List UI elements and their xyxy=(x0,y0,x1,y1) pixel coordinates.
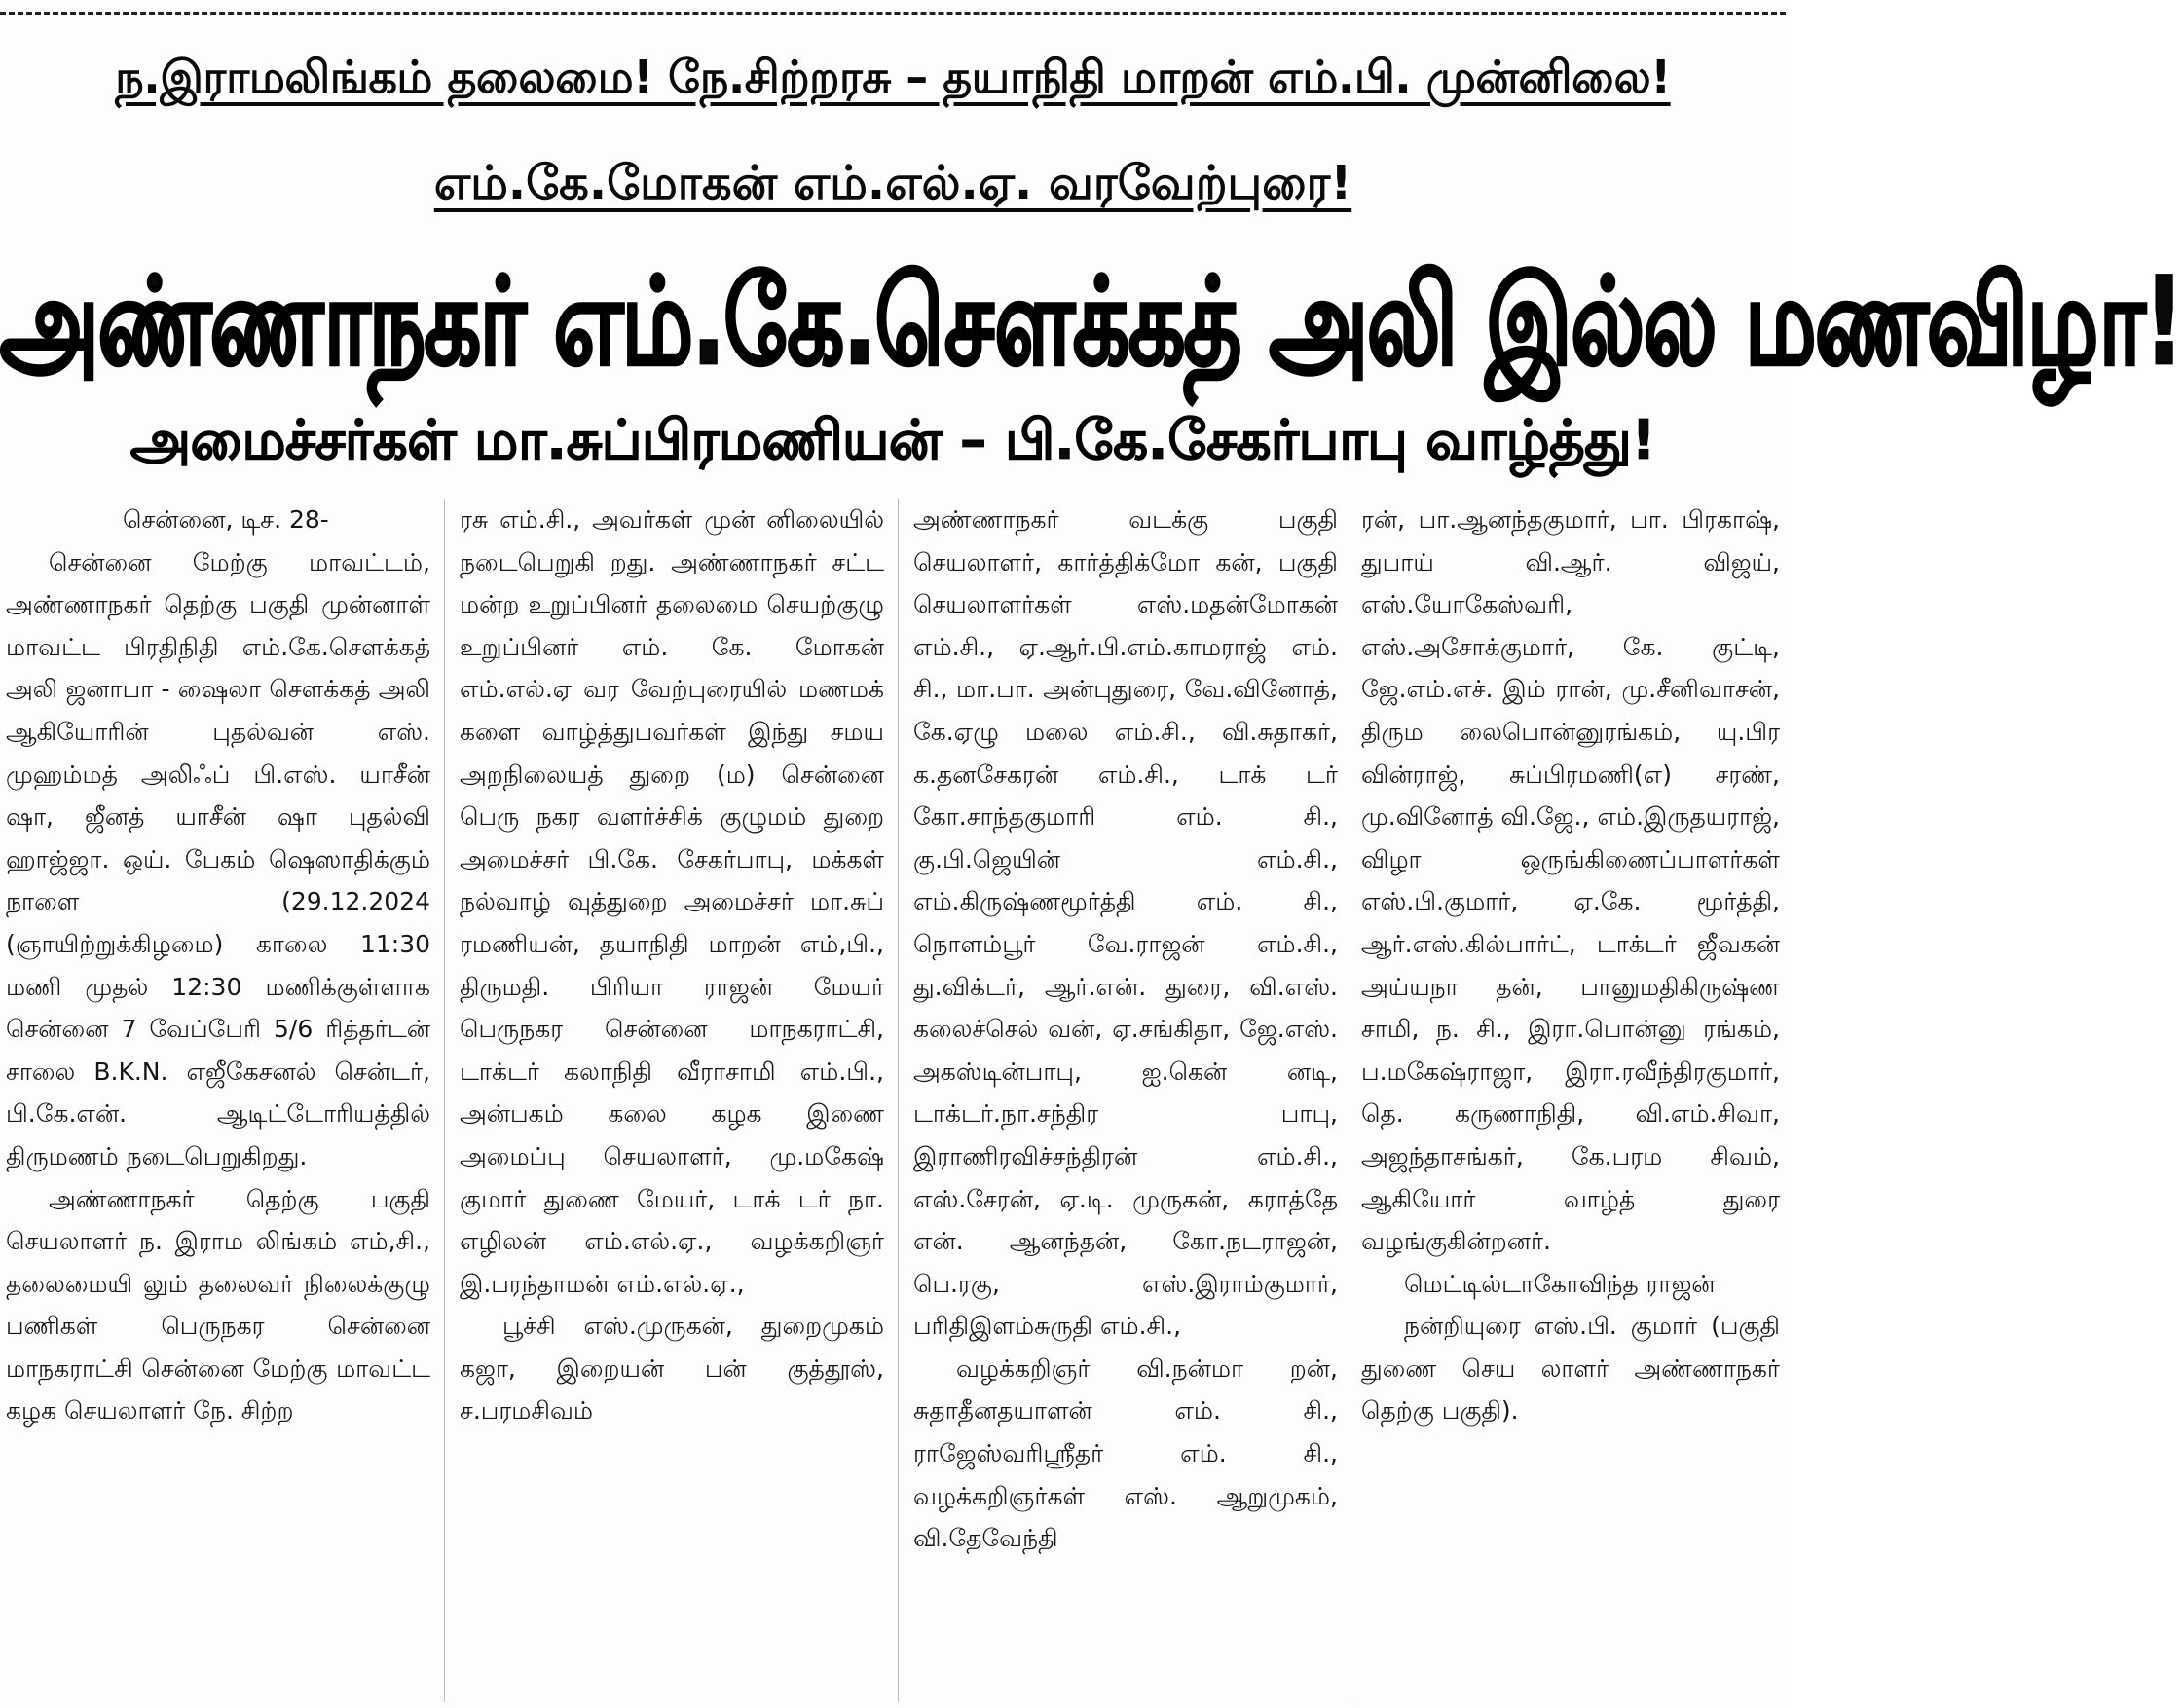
article-paragraph: வழக்கறிஞர் வி.நன்மா றன், சுதாதீனதயாளன் எம். சி., ராஜேஸ்வரிஸ்ரீதர் எம். சி., வழக்கறிஞர்கள் எஸ். ஆறுமுகம், வி.தேவேந்தி xyxy=(913,1354,1338,1553)
article-paragraph: ரசு எம்.சி., அவர்கள் முன் னிலையில் நடைபெறுகி றது. அண்ணாநகர் சட்ட மன்ற உறுப்பினர் தலைமை செயற்குழு உறுப்பினர் எம். கே. மோகன் எம்.எல்.ஏ வர வேற்புரையில் மணமக் களை வாழ்த்துபவர்கள் இந்து சமய அறநிலையத் துறை (ம) சென்னை பெரு நகர வளர்ச்சிக் குழுமம் துறை அமைச்சர் பி.கே. சேகர்பாபு, மக்கள் நல்வாழ் வுத்துறை அமைச்சர் மா.சுப் ரமணியன், தயாநிதி மாறன் எம்,பி., திருமதி. பிரியா ராஜன் மேயர் பெருநகர சென்னை மாநகராட்சி, டாக்டர் கலாநிதி வீராசாமி எம்.பி., அன்பகம் கலை கழக இணை அமைப்பு செயலாளர், மு.மகேஷ் குமார் துணை மேயர், டாக் டர் நா. எழிலன் எம்.எல்.ஏ., வழக்கறிஞர் இ.பரந்தாமன் எம்.எல்.ஏ., xyxy=(460,505,884,1298)
main-headline: அண்ணாநகர் எம்.கே.சௌக்கத் அலி இல்ல மணவிழா! xyxy=(0,251,2183,392)
kicker-headline-welcome xyxy=(0,156,1786,216)
article-paragraph: ரன், பா.ஆனந்தகுமார், பா. பிரகாஷ், துபாய் வி.ஆர். விஜய், எஸ்.யோகேஸ்வரி, எஸ்.அசோக்குமார், கே. குட்டி, ஜே.எம்.எச். இம் ரான், மு.சீனிவாசன், திரும லைபொன்னுரங்கம், யு.பிர வின்ராஜ், சுப்பிரமணி(எ) சரண், மு.வினோத் வி.ஜே., எம்.இருதயராஜ், விழா ஒருங்கிணைப்பாளர்கள் எஸ்.பி.குமார், ஏ.கே. மூர்த்தி, ஆர்.எஸ்.கில்பார்ட், டாக்டர் ஜீவகன் அய்யநா தன், பானுமதிகிருஷ்ண சாமி, ந. சி., இரா.பொன்னு ரங்கம், ப.மகேஷ்ராஜா, இரா.ரவீந்திரகுமார், தெ. கருணாநிதி, வி.எம்.சிவா, அஜந்தாசங்கர், கே.பரம சிவம், ஆகியோர் வாழ்த் துரை வழங்குகின்றனர். xyxy=(1361,505,1780,1256)
kicker-headline-welcome-text: எம்.கே.மோகன் எம்.எல்.ஏ. வரவேற்புரை! xyxy=(433,156,1352,210)
article-column-4 xyxy=(1361,499,1780,1702)
sub-headline: அமைச்சர்கள் மா.சுப்பிரமணியன் – பி.கே.சேகர்பாபு வாழ்த்து! xyxy=(130,409,1656,472)
article-paragraph: நன்றியுரை எஸ்.பி. குமார் (பகுதி துணை செய லாளர் அண்ணாநகர் தெற்கு பகுதி). xyxy=(1361,1312,1780,1426)
kicker-headline-top-text: ந.இராமலிங்கம் தலைமை! நே.சிற்றரசு – தயாநிதி மாறன் எம்.பி. முன்னிலை! xyxy=(115,51,1671,103)
dateline: சென்னை, டிச. 28- xyxy=(123,505,329,534)
article-paragraph: அண்ணாநகர் தெற்கு பகுதி செயலாளர் ந. இராம லிங்கம் எம்,சி., தலைமையி லும் தலைவர் நிலைக்குழு பணிகள் பெருநகர சென்னை மாநகராட்சி சென்னை மேற்கு மாவட்ட கழக செயலாளர் நே. சிற்ற xyxy=(6,1184,430,1426)
article-paragraph: அண்ணாநகர் வடக்கு பகுதி செயலாளர், கார்த்திக்மோ கன், பகுதி செயலாளர்கள் எஸ்.மதன்மோகன் எம்.சி., ஏ.ஆர்.பி.எம்.காமராஜ் எம். சி., மா.பா. அன்புதுரை, வே.வினோத், கே.ஏழு மலை எம்.சி., வி.சுதாகர், க.தனசேகரன் எம்.சி., டாக் டர் கோ.சாந்தகுமாரி எம். சி., கு.பி.ஜெயின் எம்.சி., எம்.கிருஷ்ணமூர்த்தி எம். சி., நொளம்பூர் வே.ராஜன் எம்.சி., து.விக்டர், ஆர்.என். துரை, வி.எஸ். கலைச்செல் வன், ஏ.சங்கிதா, ஜே.எஸ். அகஸ்டின்பாபு, ஐ.கென் னடி, டாக்டர்.நா.சந்திர பாபு, இராணிரவிச்சந்திரன் எம்.சி., எஸ்.சேரன், ஏ.டி. முருகன், கராத்தே என். ஆனந்தன், கோ.நடராஜன், பெ.ரகு, எஸ்.இராம்குமார், பரிதிஇளம்சுருதி எம்.சி., xyxy=(913,505,1338,1341)
article-column-3 xyxy=(913,499,1338,1702)
article-body xyxy=(6,499,1780,1702)
top-dashed-rule xyxy=(0,12,1786,15)
article-paragraph: மெட்டில்டாகோவிந்த ராஜன் xyxy=(1404,1269,1716,1298)
article-paragraph: பூச்சி எஸ்.முருகன், துறைமுகம் கஜா, இறையன் பன் குத்தூஸ், ச.பரமசிவம் xyxy=(460,1312,884,1426)
article-column-2 xyxy=(460,499,884,1702)
article-column-1 xyxy=(6,499,430,1702)
article-paragraph: சென்னை மேற்கு மாவட்டம், அண்ணாநகர் தெற்கு பகுதி முன்னாள் மாவட்ட பிரதிநிதி எம்.கே.சௌக்கத் அலி ஜனாபா - ஷைலா சௌக்கத் அலி ஆகியோரின் புதல்வன் எஸ். முஹம்மத் அலிஃப் பி.எஸ். யாசீன் ஷா, ஜீனத் யாசீன் ஷா புதல்வி ஹாஜ்ஜா. ஒய். பேகம் ஷெஸாதிக்கும் நாளை (29.12.2024 (ஞாயிற்றுக்கிழமை) காலை 11:30 மணி முதல் 12:30 மணிக்குள்ளாக சென்னை 7 வேப்பேரி 5/6 ரித்தர்டன் சாலை B.K.N. எஜீகேசனல் சென்டர், பி.கே.என். ஆடிட்டோரியத்தில் திருமணம் நடைபெறுகிறது. xyxy=(6,547,430,1170)
kicker-headline-top xyxy=(0,51,1786,110)
